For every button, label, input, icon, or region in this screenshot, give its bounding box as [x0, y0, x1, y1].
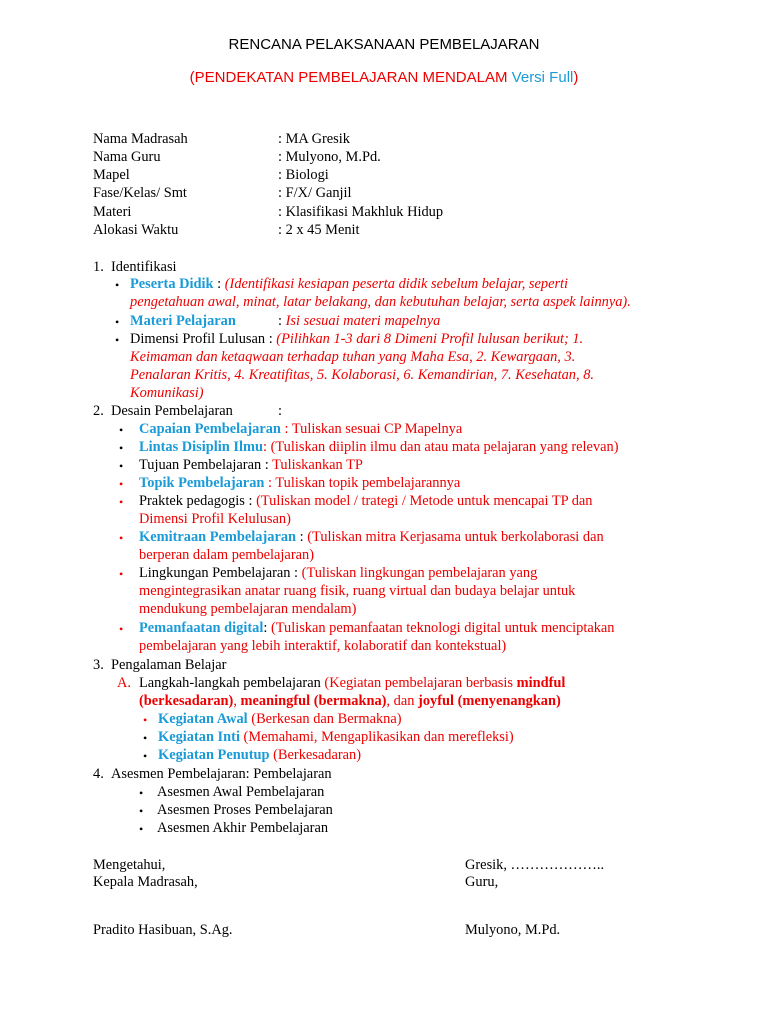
bullet-icon: • [115, 315, 120, 329]
step-a-mindful: mindful [516, 675, 566, 691]
lingkungan-text: (Tuliskan lingkungan pembelajaran yang [301, 565, 538, 581]
peserta-didik-text: (Identifikasi kesiapan peserta didik sebelum belajar, seperti [224, 276, 569, 292]
sign-left-2: Kepala Madrasah, [93, 874, 198, 890]
section-3-heading: Pengalaman Belajar [111, 657, 227, 673]
subtitle-main: PENDEKATAN PEMBELAJARAN MENDALAM [194, 69, 508, 86]
digital-text: (Tuliskan pemanfaatan teknologi digital untuk menciptakan [270, 620, 615, 636]
bullet-icon: • [139, 786, 144, 800]
materi-pelajaran-line [278, 312, 440, 330]
tujuan-text: Tuliskankan TP [272, 457, 363, 473]
bullet-icon: • [119, 441, 124, 455]
capaian-label: Capaian Pembelajaran [139, 421, 281, 437]
peserta-didik-sep: : [213, 276, 225, 292]
sign-left-1: Mengetahui, [93, 857, 166, 873]
section-1-number: 1. [93, 259, 104, 275]
lingkungan-line [139, 564, 537, 582]
sign-right-1: Gresik, ……………….. [465, 857, 605, 873]
step-a-letter: A. [117, 675, 131, 691]
section-4-heading: Asesmen Pembelajaran: Pembelajaran [111, 766, 332, 782]
bullet-icon: • [119, 477, 124, 491]
capaian-sep: : [280, 421, 292, 437]
sign-left-name: Pradito Hasibuan, S.Ag. [93, 922, 233, 938]
bullet-icon: • [115, 278, 120, 292]
dimensi-profil-text: (Pilihkan 1-3 dari 8 Dimeni Profil lulusan berikut; 1. [276, 331, 584, 347]
section-2-colon: : [278, 403, 282, 419]
lintas-line [139, 438, 619, 456]
peserta-didik-label: Peserta Didik [130, 276, 214, 292]
lingkungan-text-2: mengintegrasikan anatar ruang fisik, ruang virtual dan budaya belajar untuk [139, 583, 576, 599]
info-value-madrasah: : MA Gresik [278, 131, 350, 147]
info-value-mapel: : Biologi [278, 167, 329, 183]
digital-text-cont: pembelajaran yang lebih interaktif, kolaboratif dan kontekstual) [139, 638, 507, 654]
kegiatan-awal-label: Kegiatan Awal [158, 711, 248, 727]
step-a-line [139, 674, 565, 692]
dimensi-profil-text-2: Keimaman dan ketaqwaan terhadap tuhan yang Maha Esa, 2. Kewargaan, 3. [130, 349, 576, 365]
subtitle-open: ( [189, 69, 195, 86]
bullet-icon: • [115, 333, 120, 347]
kegiatan-awal-line [158, 710, 402, 728]
dimensi-profil-line [130, 330, 583, 348]
info-value-alokasi: : 2 x 45 Menit [278, 222, 360, 238]
section-1-heading: Identifikasi [111, 259, 177, 275]
topik-sep: : [264, 475, 276, 491]
materi-pelajaran-text: Isi sesuai materi mapelnya [285, 313, 441, 329]
lingkungan-text-3: mendukung pembelajaran mendalam) [139, 601, 357, 617]
peserta-didik-line [130, 275, 568, 293]
bullet-icon: • [119, 622, 124, 636]
step-a-line-2 [139, 692, 561, 710]
materi-pelajaran-label-text: Materi Pelajaran [130, 313, 236, 329]
section-2-heading: Desain Pembelajaran [111, 403, 233, 419]
info-value-materi: : Klasifikasi Makhluk Hidup [278, 204, 444, 220]
document-title: RENCANA PELAKSANAAN PEMBELAJARAN [228, 36, 540, 53]
digital-label: Pemanfaatan digital [139, 620, 264, 636]
capaian-text: Tuliskan sesuai CP Mapelnya [291, 421, 463, 437]
bullet-icon: • [143, 713, 148, 727]
kegiatan-penutup-line [158, 746, 361, 764]
bullet-icon: • [119, 495, 124, 509]
praktek-label: Praktek pedagogis : [139, 493, 257, 509]
dimensi-profil-label: Dimensi Profil Lulusan : [130, 331, 277, 347]
kegiatan-penutup-text: (Berkesadaran) [269, 747, 362, 763]
bullet-icon: • [143, 749, 148, 763]
step-a-comma: , [233, 693, 241, 709]
bullet-icon: • [139, 822, 144, 836]
digital-sep: : [263, 620, 271, 636]
topik-label: Topik Pembelajaran [139, 475, 265, 491]
subtitle-versi: Versi Full [511, 69, 574, 86]
asesmen-item: Asesmen Awal Pembelajaran [157, 784, 325, 800]
praktek-text: (Tuliskan model / trategi / Metode untuk mencapai TP dan [256, 493, 593, 509]
lingkungan-label: Lingkungan Pembelajaran : [139, 565, 302, 581]
info-label-guru: Nama Guru [93, 149, 161, 165]
section-3-number: 3. [93, 657, 104, 673]
section-2-number: 2. [93, 403, 104, 419]
bullet-icon: • [119, 567, 124, 581]
bullet-icon: • [139, 804, 144, 818]
bullet-icon: • [119, 459, 124, 473]
topik-text: Tuliskan topik pembelajarannya [275, 475, 461, 491]
kemitraan-line [139, 528, 604, 546]
asesmen-item: Asesmen Proses Pembelajaran [157, 802, 333, 818]
section-4-number: 4. [93, 766, 104, 782]
document-subtitle [0, 69, 768, 87]
step-a-text: (Kegiatan pembelajaran berbasis [324, 675, 517, 691]
lintas-label: Lintas Disiplin Ilmu [139, 439, 263, 455]
bullet-icon: • [143, 731, 148, 745]
step-a-label: Langkah-langkah pembelajaran [139, 675, 325, 691]
kegiatan-inti-text: (Memahami, Mengaplikasikan dan merefleksi) [239, 729, 514, 745]
info-value-fase: : F/X/ Ganjil [278, 185, 352, 201]
info-label-fase: Fase/Kelas/ Smt [93, 185, 187, 201]
tujuan-label: Tujuan Pembelajaran : [139, 457, 273, 473]
dimensi-profil-text-4: Komunikasi) [130, 385, 204, 401]
materi-pelajaran-sep: : [278, 313, 286, 329]
step-a-berkesadaran: (berkesadaran) [139, 693, 234, 709]
info-value-guru: : Mulyono, M.Pd. [278, 149, 381, 165]
kegiatan-inti-line [158, 728, 514, 746]
kemitraan-text-cont: berperan dalam pembelajaran) [139, 547, 314, 563]
sign-right-2: Guru, [465, 874, 499, 890]
info-label-madrasah: Nama Madrasah [93, 131, 188, 147]
dimensi-profil-text-3: Penalaran Kritis, 4. Kreatifitas, 5. Kolaborasi, 6. Kemandirian, 7. Kesehatan, 8. [130, 367, 594, 383]
step-a-joyful: joyful (menyenangkan) [418, 693, 561, 709]
step-a-dan: , dan [386, 693, 419, 709]
lintas-sep: : [262, 439, 271, 455]
kegiatan-inti-label: Kegiatan Inti [158, 729, 240, 745]
info-label-alokasi: Alokasi Waktu [93, 222, 179, 238]
capaian-line [139, 420, 462, 438]
peserta-didik-text-cont: pengetahuan awal, minat, latar belakang, dan kebutuhan belajar, serta aspek lainnya). [130, 294, 631, 310]
subtitle-close: ) [573, 69, 579, 86]
bullet-icon: • [119, 531, 124, 545]
lintas-text: (Tuliskan diiplin ilmu dan atau mata pelajaran yang relevan) [270, 439, 619, 455]
digital-line [139, 619, 615, 637]
kegiatan-awal-text: (Berkesan dan Bermakna) [247, 711, 402, 727]
sign-right-name: Mulyono, M.Pd. [465, 922, 561, 938]
kemitraan-sep: : [296, 529, 308, 545]
tujuan-line [139, 456, 363, 474]
info-label-mapel: Mapel [93, 167, 130, 183]
kemitraan-label: Kemitraan Pembelajaran [139, 529, 297, 545]
info-label-materi: Materi [93, 204, 132, 220]
materi-pelajaran-label [130, 312, 236, 330]
asesmen-item: Asesmen Akhir Pembelajaran [157, 820, 329, 836]
step-a-meaningful: meaningful (bermakna) [240, 693, 387, 709]
bullet-icon: • [119, 423, 124, 437]
kemitraan-text: (Tuliskan mitra Kerjasama untuk berkolaborasi dan [307, 529, 604, 545]
praktek-line [139, 492, 593, 510]
praktek-text-cont: Dimensi Profil Kelulusan) [139, 511, 291, 527]
kegiatan-penutup-label: Kegiatan Penutup [158, 747, 270, 763]
topik-line [139, 474, 460, 492]
